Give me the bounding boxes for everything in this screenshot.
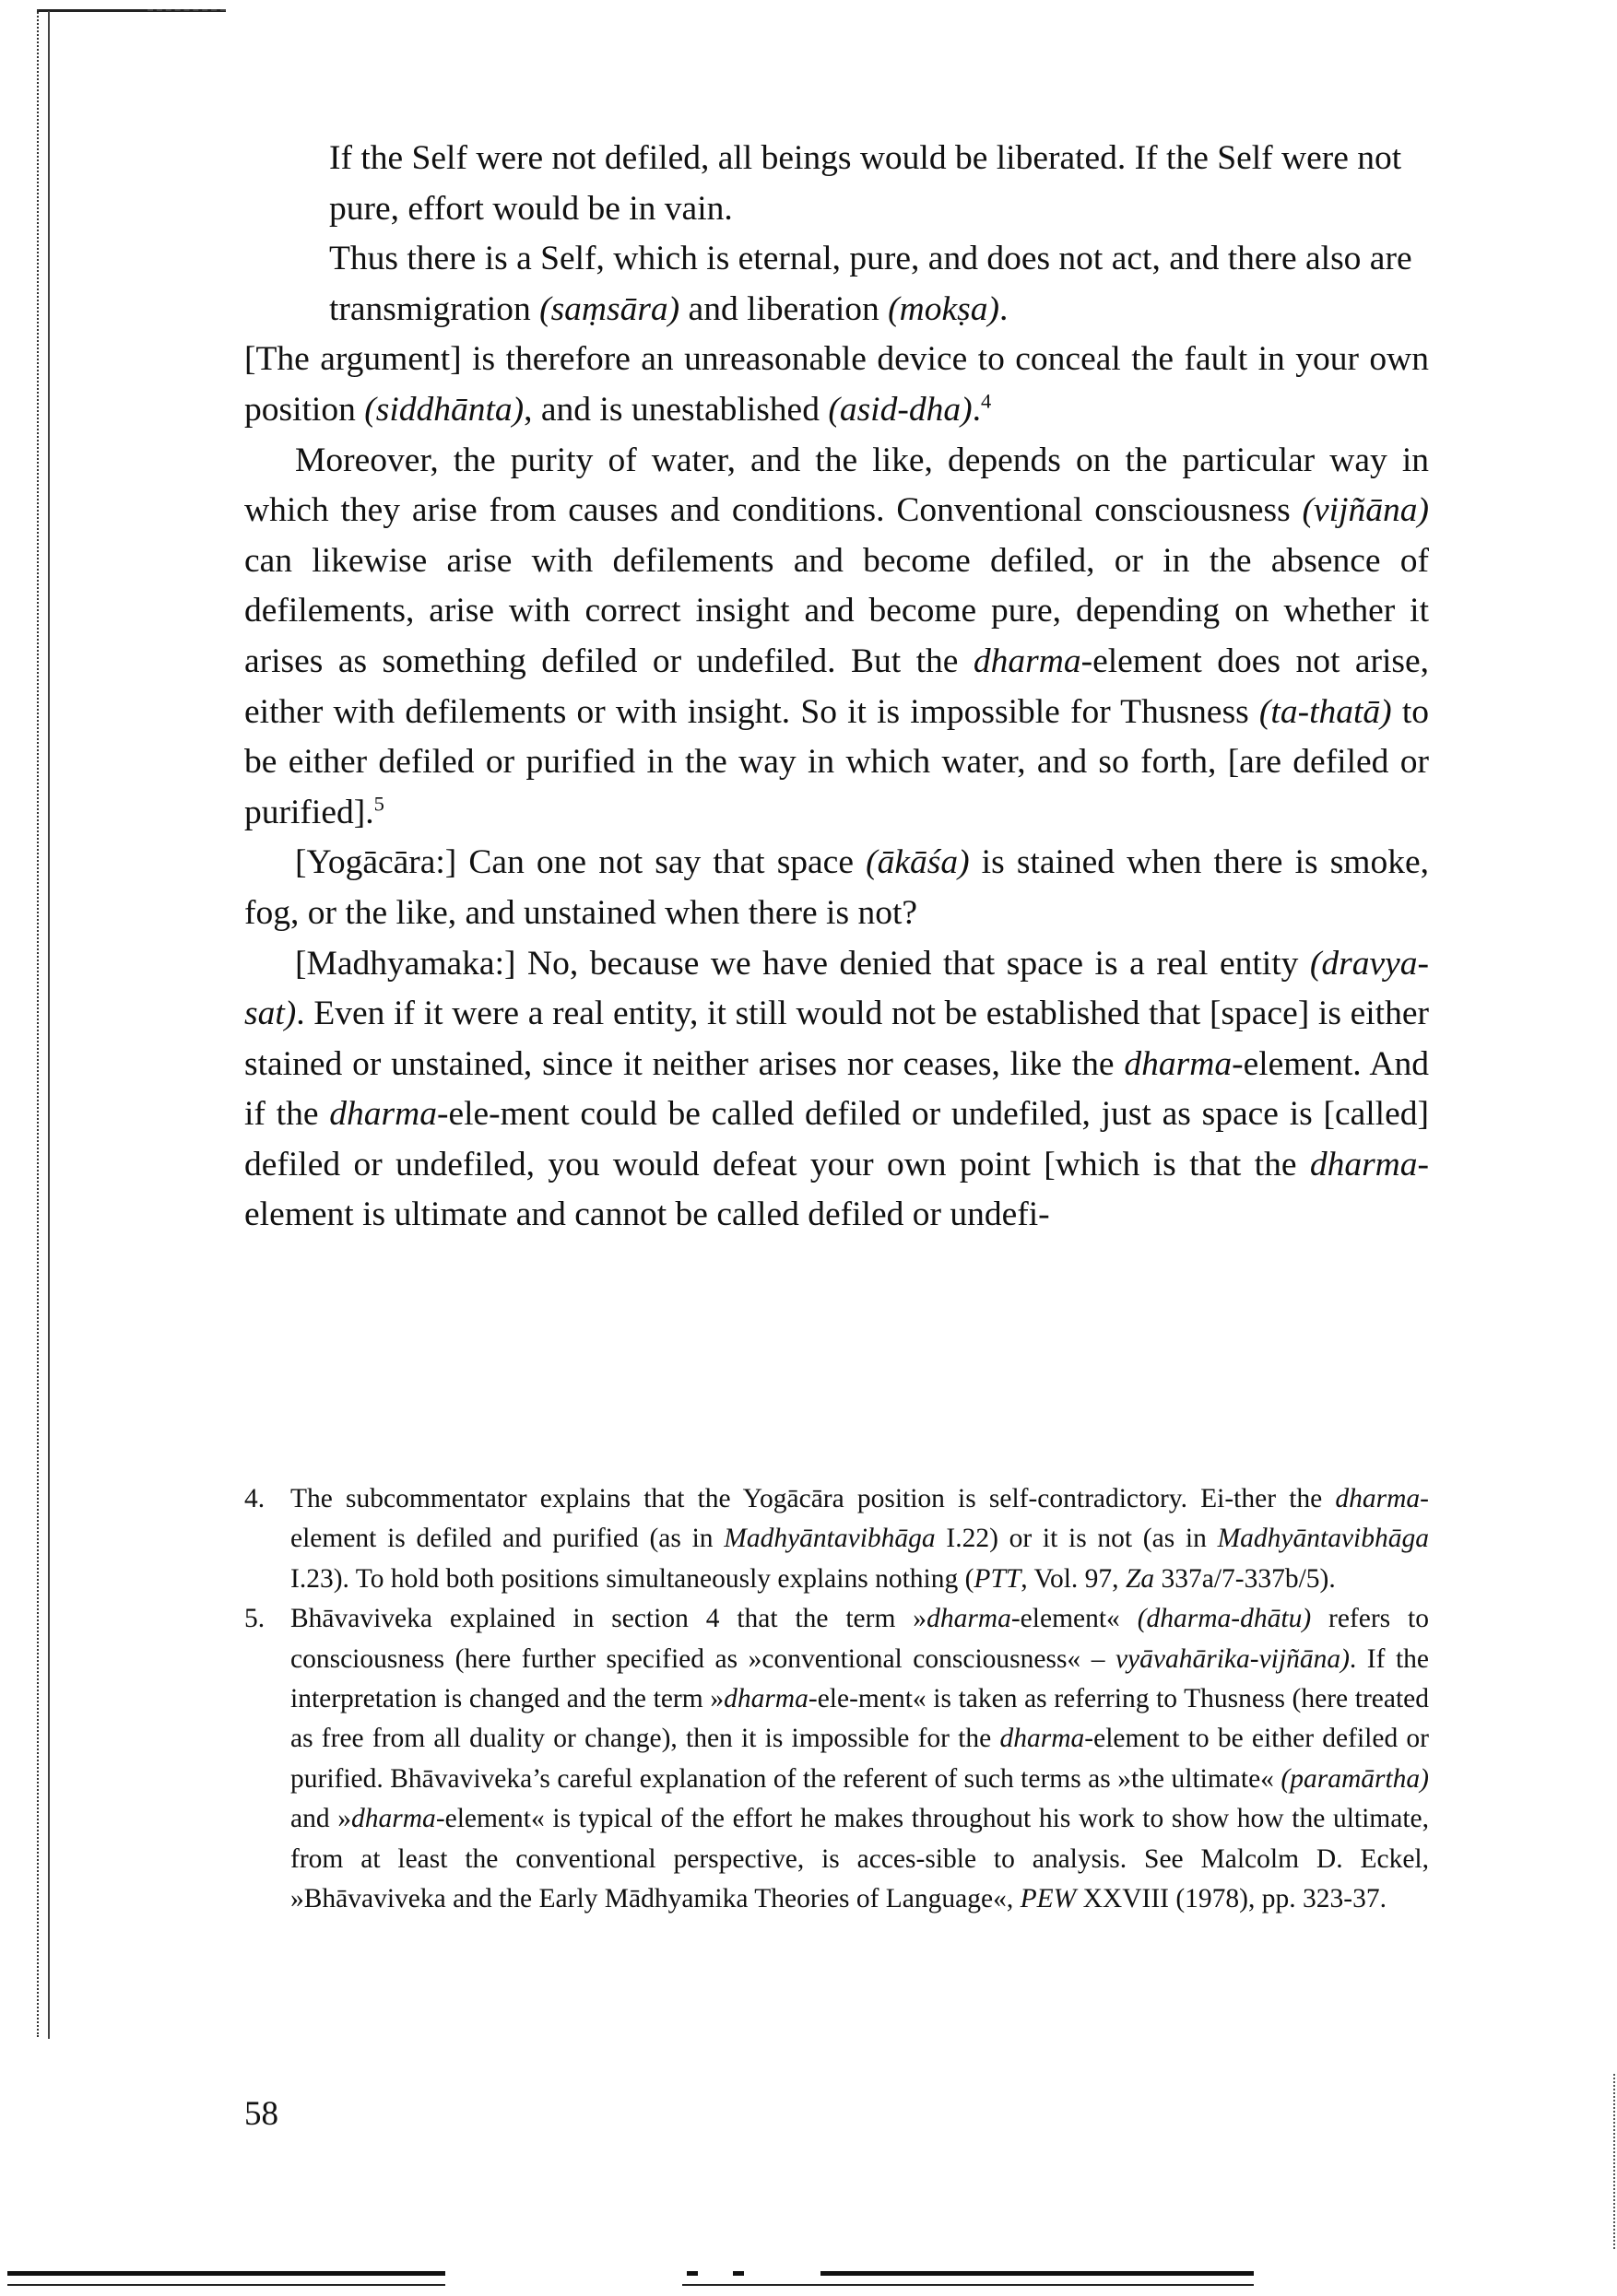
term-samsara: (saṃsāra)	[539, 289, 680, 328]
page-number: 58	[244, 2095, 278, 2133]
scan-edge-bottom-mark-1	[687, 2271, 698, 2276]
footnote-ref-5[interactable]: 5	[373, 792, 384, 816]
paragraph-madhyamaka: [Madhyamaka:] No, because we have denied that space is a real entity (dravya-sat). Even if it were a real entity, it still would not be established that [space] is either stained or unstained, since it neither arises nor ceases, like the dharma-element. And if the dharma-ele-ment could be called defiled or undefiled, just as space is [called] defiled or undefiled, you would defeat your own point [which is that the dharma-element is ultimate and cannot be called defiled or undefi-	[244, 944, 1429, 1234]
paragraph-purity-of-water: Moreover, the purity of water, and the like, depends on the particular way in which they arise from causes and conditions. Conventional consciousness (vijñāna) can likewise arise with defilements and become defiled, or in the absence of defilements, arise with correct insight and become pure, depending on whether it arises as something defiled or undefiled. But the dharma-element does not arise, either with defilements or with insight. So it is impossible for Thusness (ta-thatā) to be either defiled or purified in the way in which water, and so forth, [are defiled or purified].$^5$	[244, 441, 1429, 831]
scan-edge-bottom-mark-2	[733, 2271, 744, 2276]
scan-edge-bottom-center	[820, 2271, 1254, 2276]
term-dharma: dharma	[1124, 1044, 1233, 1083]
term-akasa: (ākāśa)	[866, 843, 970, 882]
scan-edge-right	[1613, 2074, 1615, 2249]
term-dharma: dharma	[1309, 1145, 1418, 1183]
scan-edge-bottom-left	[7, 2271, 445, 2276]
scan-edge-top-dashed	[148, 9, 226, 11]
term-dharma: dharma	[973, 642, 1081, 680]
footnote-5: 5. Bhāvaviveka explained in section 4 that the term »dharma-element« (dharma-dhātu) refers to consciousness (here further specified as »conventional consciousness« – vyāvahārika-vijñāna). If the interpretation is changed and the term »dharma-ele-ment« is taken as referring to Thusness (here treated as free from all duality or change), then it is impossible for the dharma-element to be either defiled or purified. Bhāvaviveka’s careful explanation of the referent of such terms as »the ultimate« (paramārtha) and »dharma-element« is typical of the effort he makes throughout his work to show how the ultimate, from at least the conventional perspective, is acces-sible to analysis. See Malcolm D. Eckel, »Bhāvaviveka and the Early Mādhyamika Theories of Language«, PEW XXVIII (1978), pp. 323-37.	[244, 1599, 1429, 1919]
term-tathata: (ta-thatā)	[1258, 692, 1392, 731]
term-dharma: dharma	[329, 1095, 437, 1134]
footnote-number: 5.	[244, 1604, 266, 1634]
footnote-number: 4.	[244, 1484, 266, 1513]
term-vijnana: (vijñāna)	[1302, 491, 1429, 530]
paragraph-argument: [The argument] is therefore an unreasonable device to conceal the fault in your own position (siddhānta), and is unestablished (asid-dha).$^4$	[244, 340, 1429, 429]
scan-edge-left-outer	[37, 9, 41, 2037]
quote-paragraph-2: Thus there is a Self, which is eternal, pure, and does not act, and there also are transmigration (saṃsāra) and liberation (mokṣa).	[329, 240, 1412, 328]
paragraph-yogacara: [Yogācāra:] Can one not say that space (ākāśa) is stained when there is smoke, fog, or the like, and unstained when there is not?	[244, 843, 1429, 932]
term-moksa: (mokṣa)	[888, 289, 999, 328]
quote-paragraph-1: If the Self were not defiled, all beings would be liberated. If the Self were not pure, effort would be in vain.	[329, 139, 1402, 228]
term-dravya-sat: (dravya-sat)	[244, 944, 1429, 1033]
term-asiddha: (asid-dha)	[828, 390, 973, 429]
footnote-4: 4. The subcommentator explains that the Yogācāra position is self-contradictory. Ei-ther the dharma-element is defiled and purified (as in Madhyāntavibhāga I.22) or it is not (as in Madhyāntavibhāga I.23). To hold both positions simultaneously explains nothing (PTT, Vol. 97, Za 337a/7-337b/5).	[244, 1479, 1429, 1599]
main-text-block	[244, 134, 1429, 1241]
scan-edge-bottom-left-line	[7, 2284, 445, 2286]
scan-edge-left-inner	[48, 11, 50, 2039]
footnotes-block	[244, 1479, 1429, 1919]
term-siddhanta: (siddhānta)	[364, 390, 525, 429]
footnote-ref-4[interactable]: 4	[980, 389, 992, 413]
scan-edge-bottom-center-line	[682, 2284, 1254, 2286]
